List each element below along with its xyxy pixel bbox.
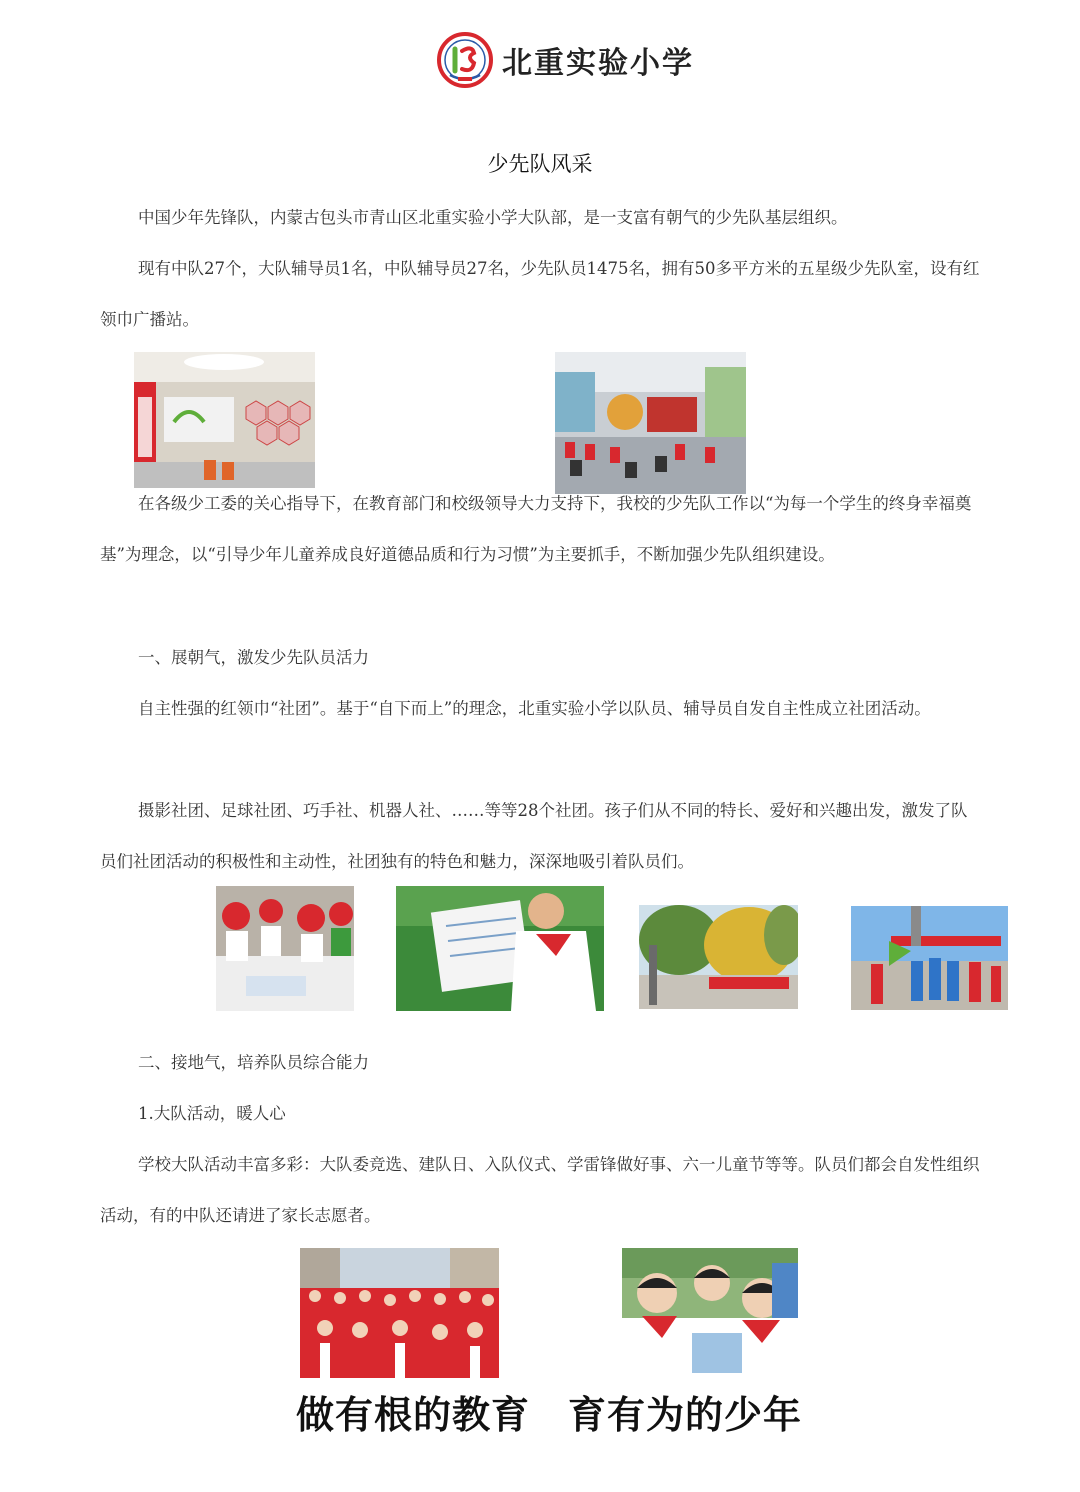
photo-club-drawing bbox=[396, 886, 604, 1011]
photo-pioneer-room-wall bbox=[134, 352, 315, 488]
paragraph-philosophy: 在各级少工委的关心指导下，在教育部门和校级领导大力支持下，我校的少先队工作以“为每一个学生的终身幸福奠基”为理念，以“引导少年儿童养成良好道德品质和行为习惯”为主要抓手，不断加强少先队组织建设。 bbox=[100, 494, 972, 564]
school-name: 北重实验小学 bbox=[502, 46, 694, 81]
slogan-right: 育有为的少年 bbox=[568, 1393, 803, 1437]
paragraph-stats: 现有中队27个，大队辅导员1名，中队辅导员27名，少先队员1475名，拥有50多平方米的五星级少先队室，设有红领巾广播站。 bbox=[100, 259, 980, 329]
slogan-left: 做有根的教育 bbox=[296, 1393, 531, 1437]
photo-club-ceremony bbox=[851, 906, 1008, 1010]
school-logo bbox=[436, 28, 694, 92]
photo-club-outdoor-trees bbox=[639, 905, 798, 1009]
paragraph-clubs-intro: 自主性强的红领巾“社团”。基于“自下而上”的理念，北重实验小学以队员、辅导员自发自主性成立社团活动。 bbox=[138, 699, 931, 718]
paragraph-brigade-activities: 学校大队活动丰富多彩：大队委竞选、建队日、入队仪式、学雷锋做好事、六一儿童节等等。队员们都会自发性组织活动，有的中队还请进了家长志愿者。 bbox=[100, 1155, 980, 1225]
paragraph-clubs-list: 摄影社团、足球社团、巧手社、机器人社、……等等28个社团。孩子们从不同的特长、爱好和兴趣出发，激发了队员们社团活动的积极性和主动性，社团独有的特色和魅力，深深地吸引着队员们。 bbox=[100, 801, 968, 871]
page-title: 少先队风采 bbox=[487, 152, 593, 176]
section-heading-2: 二、接地气，培养队员综合能力 bbox=[138, 1053, 369, 1072]
photo-pioneer-room-hall bbox=[555, 352, 746, 494]
photo-brigade-assembly bbox=[300, 1248, 499, 1378]
photo-club-handcraft bbox=[216, 886, 354, 1011]
paragraph-intro: 中国少年先锋队，内蒙古包头市青山区北重实验小学大队部，是一支富有朝气的少先队基层组织。 bbox=[138, 208, 848, 227]
school-seal-icon bbox=[436, 31, 494, 89]
subsection-heading-1: 1.大队活动，暖人心 bbox=[138, 1104, 286, 1123]
section-heading-1: 一、展朝气，激发少先队员活力 bbox=[138, 648, 369, 667]
photo-brigade-children-reading bbox=[622, 1248, 798, 1378]
